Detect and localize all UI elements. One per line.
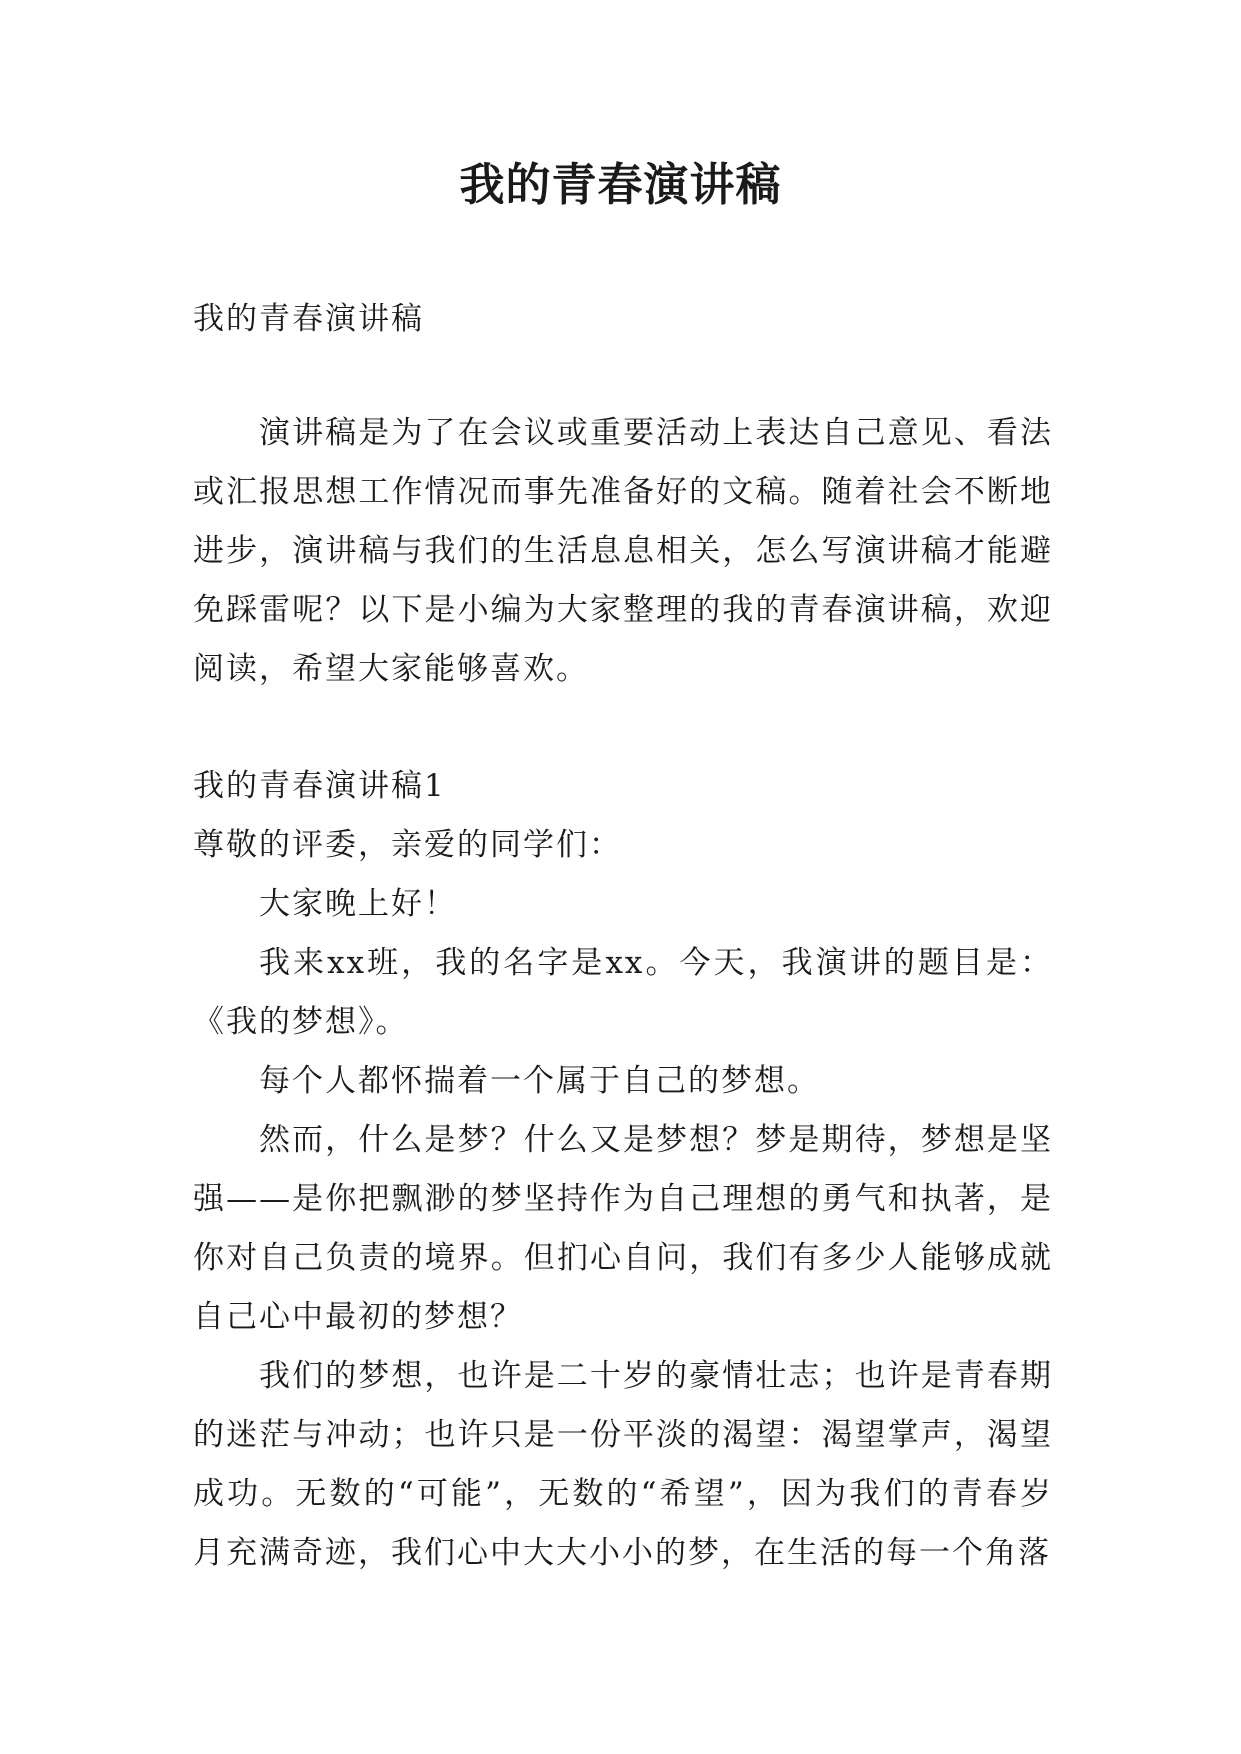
body-paragraph: 然而，什么是梦？什么又是梦想？梦是期待，梦想是坚强——是你把飘渺的梦坚持作为自己理想的勇气和执著，是你对自己负责的境界。但扪心自问，我们有多少人能够成就自己心中最初的梦想？: [193, 1122, 1053, 1335]
document-title: 我的青春演讲稿: [459, 158, 782, 211]
body-paragraph: 大家晚上好！: [259, 886, 457, 922]
document-body: [193, 290, 1053, 1583]
section-heading: 我的青春演讲稿1: [193, 768, 446, 804]
document-subtitle: 我的青春演讲稿: [193, 301, 424, 337]
body-paragraph: 我来xx班，我的名字是xx。今天，我演讲的题目是：《我的梦想》。: [193, 945, 1053, 1040]
body-paragraph: 我们的梦想，也许是二十岁的豪情壮志；也许是青春期的迷茫与冲动；也许只是一份平淡的渴望：渴望掌声，渴望成功。无数的“可能”，无数的“希望”，因为我们的青春岁月充满奇迹，我们心中大大小小的梦，在生活的每一个角落: [193, 1358, 1053, 1571]
intro-paragraph: 演讲稿是为了在会议或重要活动上表达自己意见、看法或汇报思想工作情况而事先准备好的文稿。随着社会不断地进步，演讲稿与我们的生活息息相关，怎么写演讲稿才能避免踩雷呢？以下是小编为大家整理的我的青春演讲稿，欢迎阅读，希望大家能够喜欢。: [193, 415, 1053, 687]
body-paragraph: 每个人都怀揣着一个属于自己的梦想。: [259, 1063, 820, 1099]
salutation: 尊敬的评委，亲爱的同学们：: [193, 827, 622, 863]
